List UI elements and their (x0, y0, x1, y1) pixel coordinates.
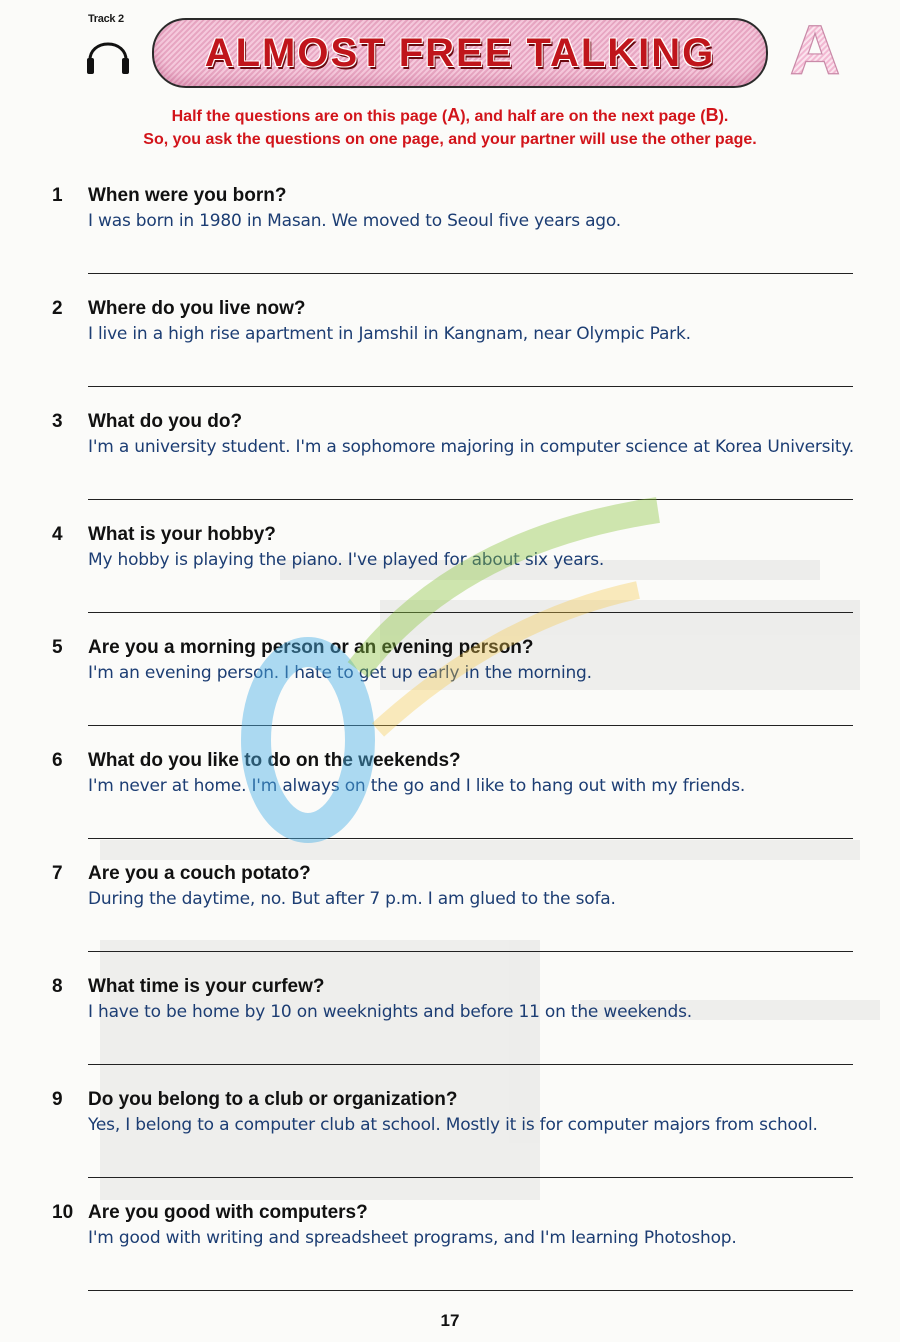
page-title: ALMOST FREE TALKING (204, 30, 716, 75)
question-number: 7 (52, 863, 63, 884)
question-number: 9 (52, 1089, 63, 1110)
page-letter-badge (780, 12, 850, 84)
question-number: 1 (52, 185, 63, 206)
answer-line[interactable] (88, 1290, 853, 1291)
question-number: 6 (52, 750, 63, 771)
answer-line[interactable] (88, 951, 853, 952)
question-text: Are you a morning person or an evening person? (88, 637, 534, 658)
question-text: Where do you live now? (88, 298, 306, 319)
instructions (0, 104, 900, 151)
answer-text: I have to be home by 10 on weeknights and before 11 on the weekends. (88, 1002, 692, 1022)
answer-line[interactable] (88, 725, 853, 726)
question-text: Are you good with computers? (88, 1202, 368, 1223)
answer-line[interactable] (88, 1177, 853, 1178)
question-number: 3 (52, 411, 63, 432)
answer-text: Yes, I belong to a computer club at school. Mostly it is for computer majors from school. (88, 1115, 818, 1135)
question-text: What do you do? (88, 411, 243, 432)
question-text: What is your hobby? (88, 524, 276, 545)
question-item (0, 1202, 900, 1314)
answer-line[interactable] (88, 273, 853, 274)
headphones-icon (84, 28, 132, 78)
page-number: 17 (440, 1311, 460, 1330)
title-banner (152, 18, 768, 88)
question-item (0, 298, 900, 410)
page-letter: A (789, 12, 841, 84)
question-item (0, 1089, 900, 1201)
letter-a: A (447, 105, 461, 125)
instructions-text: ), and half are on the next page ( (460, 108, 706, 125)
question-item (0, 524, 900, 636)
question-text: Do you belong to a club or organization? (88, 1089, 458, 1110)
question-item (0, 411, 900, 523)
answer-line[interactable] (88, 838, 853, 839)
answer-text: My hobby is playing the piano. I've played for about six years. (88, 550, 605, 570)
question-number: 4 (52, 524, 63, 545)
question-item (0, 185, 900, 297)
question-item (0, 637, 900, 749)
answer-line[interactable] (88, 1064, 853, 1065)
question-text: Are you a couch potato? (88, 863, 311, 884)
answer-text: I'm good with writing and spreadsheet programs, and I'm learning Photoshop. (88, 1228, 737, 1248)
question-number: 2 (52, 298, 63, 319)
question-text: What do you like to do on the weekends? (88, 750, 461, 771)
question-number: 8 (52, 976, 63, 997)
question-item (0, 976, 900, 1088)
question-number: 10 (52, 1202, 74, 1223)
instructions-text: Half the questions are on this page ( (171, 108, 448, 125)
answer-text: I'm a university student. I'm a sophomore majoring in computer science at Korea University. (88, 437, 854, 457)
answer-line[interactable] (88, 386, 853, 387)
question-item (0, 863, 900, 975)
answer-line[interactable] (88, 499, 853, 500)
answer-text: I live in a high rise apartment in Jamshil in Kangnam, near Olympic Park. (88, 324, 691, 344)
instructions-line-2: So, you ask the questions on one page, and your partner will use the other page. (143, 131, 757, 148)
answer-text: During the daytime, no. But after 7 p.m. I am glued to the sofa. (88, 889, 616, 909)
instructions-text: ). (718, 108, 729, 125)
answer-text: I'm never at home. I'm always on the go and I like to hang out with my friends. (88, 776, 746, 796)
instructions-line-1 (0, 104, 900, 128)
question-text: What time is your curfew? (88, 976, 325, 997)
question-number: 5 (52, 637, 63, 658)
letter-b: B (705, 105, 719, 125)
question-text: When were you born? (88, 185, 287, 206)
answer-text: I was born in 1980 in Masan. We moved to Seoul five years ago. (88, 211, 621, 231)
track-label: Track 2 (88, 13, 124, 25)
answer-line[interactable] (88, 612, 853, 613)
answer-text: I'm an evening person. I hate to get up early in the morning. (88, 663, 592, 683)
question-item (0, 750, 900, 862)
